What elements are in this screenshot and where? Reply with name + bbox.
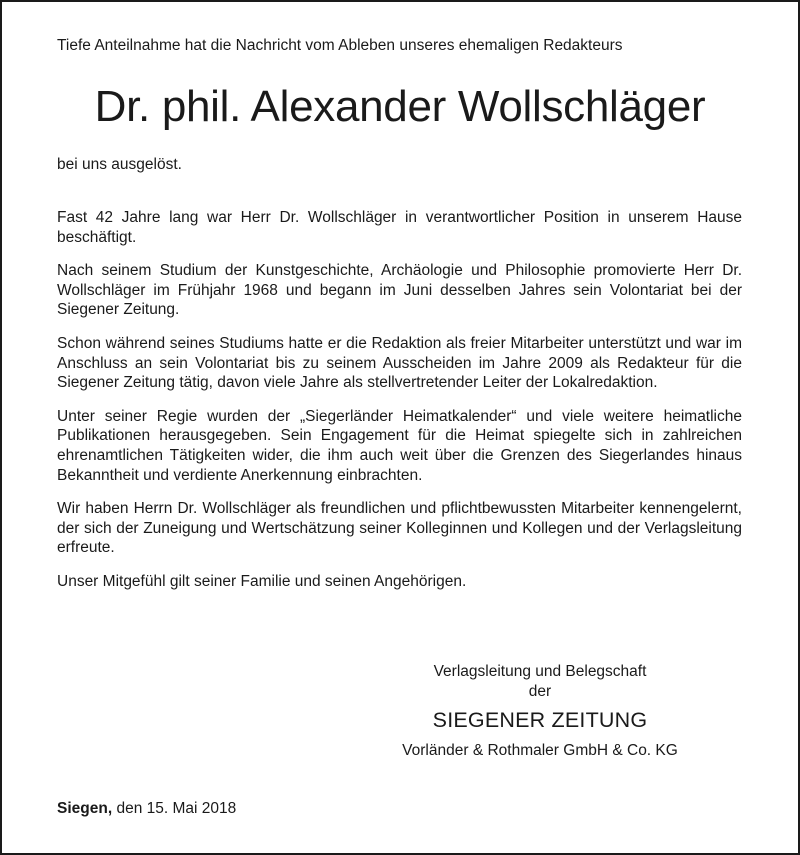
after-name-text: bei uns ausgelöst. bbox=[57, 156, 182, 173]
paragraph-4: Unter seiner Regie wurden der „Siegerländer Heimatkalender“ und viele weitere heimatliche Publikationen herausgegeben. Sein Engagement für die Heimat spiegelte sich in zahlreichen ehrenamtlichen Tätigkeiten wider, die ihm auch weit über die Grenzen des Siegerlandes hinaus Bekanntheit und verdiente Anerkennung einbrachten. bbox=[57, 407, 742, 484]
date: den 15. Mai 2018 bbox=[116, 800, 237, 817]
deceased-name: Dr. phil. Alexander Wollschläger bbox=[94, 82, 706, 131]
signature-line-2: der bbox=[528, 683, 552, 700]
paragraph-6: Unser Mitgefühl gilt seiner Familie und seinen Angehörigen. bbox=[57, 572, 467, 590]
signature-line-1: Verlagsleitung und Belegschaft bbox=[433, 663, 647, 680]
paragraph-2: Nach seinem Studium der Kunstgeschichte, Archäologie und Philosophie promovierte Herr Dr. Wollschläger im Frühjahr 1968 und begann im Juni desselben Jahres sein Volontariat bei der Siegener Zeitung. bbox=[57, 262, 742, 319]
intro-text: Tiefe Anteilnahme hat die Nachricht vom Ableben unseres ehemaligen Redakteurs bbox=[57, 37, 623, 54]
notice-body bbox=[57, 208, 742, 606]
newspaper-name: SIEGENER ZEITUNG bbox=[432, 708, 648, 732]
signature-block bbox=[380, 662, 700, 761]
place-date bbox=[57, 799, 236, 819]
paragraph-5: Wir haben Herrn Dr. Wollschläger als freundlichen und pflichtbewussten Mitarbeiter kennengelernt, der sich der Zuneigung und Wertschätzung seiner Kolleginnen und Kollegen und der Verlagsleitung erfreute. bbox=[57, 500, 742, 557]
city: Siegen, bbox=[57, 800, 113, 817]
paragraph-1: Fast 42 Jahre lang war Herr Dr. Wollschläger in verantwortlicher Position in unserem Hause beschäftigt. bbox=[57, 209, 742, 246]
paragraph-3: Schon während seines Studiums hatte er die Redaktion als freier Mitarbeiter unterstützt und war im Anschluss an sein Volontariat bis zu seinem Ausscheiden im Jahre 2009 als Redakteur für die Siegener Zeitung tätig, davon viele Jahre als stellvertretender Leiter der Lokalredaktion. bbox=[57, 334, 742, 392]
company-name: Vorländer & Rothmaler GmbH & Co. KG bbox=[402, 742, 678, 759]
